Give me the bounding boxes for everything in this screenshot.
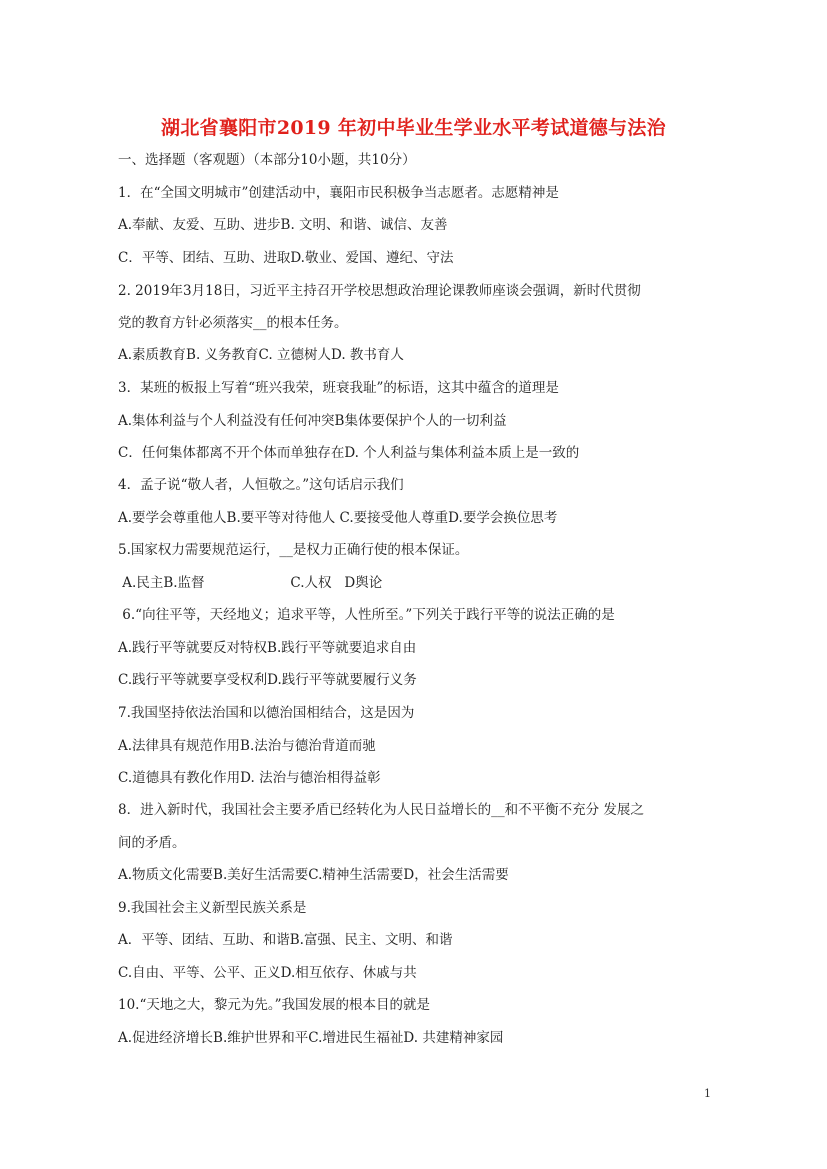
question-8-line-2: 间的矛盾。 (118, 835, 186, 851)
question-2-line-2: 党的教育方针必须落实__的根本任务。 (118, 315, 348, 331)
section-heading: 一、选择题（客观题）（本部分10小题，共10分） (118, 152, 416, 168)
question-3-options-cd: C．任何集体都离不开个体而单独存在D. 个人利益与集体利益本质上是一致的 (118, 445, 580, 461)
question-10: 10.“天地之大，黎元为先。”我国发展的根本目的就是 (118, 997, 431, 1013)
question-2-line-1: 2. 2019年3月18日，习近平主持召开学校思想政治理论课教师座谈会强调，新时代贯彻 (118, 283, 641, 299)
question-6-options-ab: A.践行平等就要反对特权B.践行平等就要追求自由 (118, 640, 417, 656)
question-7-options-cd: C.道德具有教化作用D. 法治与德治相得益彰 (118, 770, 381, 786)
question-3-options-ab: A.集体利益与个人利益没有任何冲突B集体要保护个人的一切利益 (118, 413, 507, 429)
question-6-options-cd: C.践行平等就要享受权利D.践行平等就要履行义务 (118, 672, 417, 688)
question-8-options: A.物质文化需要B.美好生活需要C.精神生活需要D，社会生活需要 (118, 867, 509, 883)
page-number: 1 (704, 1087, 711, 1100)
question-7: 7.我国坚持依法治国和以德治国相结合，这是因为 (118, 705, 415, 721)
document-title: 湖北省襄阳市2019 年初中毕业生学业水平考试道德与法治 (161, 117, 666, 139)
question-4-options: A.要学会尊重他人B.要平等对待他人 C.要接受他人尊重D.要学会换位思考 (118, 510, 558, 526)
question-9: 9.我国社会主义新型民族关系是 (118, 900, 307, 916)
question-10-options: A.促进经济增长B.维护世界和平C.增进民生福祉D. 共建精神家园 (118, 1030, 504, 1046)
question-6: 6.“向往平等，天经地义；追求平等，人性所至。”下列关于践行平等的说法正确的是 (118, 607, 615, 623)
question-5-options: A.民主B.监督 C.人权 D舆论 (118, 575, 383, 591)
question-1: 1．在“全国文明城市”创建活动中，襄阳市民积极争当志愿者。志愿精神是 (118, 185, 559, 201)
question-7-options-ab: A.法律具有规范作用B.法治与德治背道而驰 (118, 738, 376, 754)
question-1-options-ab: A.奉献、友爱、互助、进步B. 文明、和谐、诚信、友善 (118, 217, 448, 233)
question-8-line-1: 8．进入新时代，我国社会主要矛盾已经转化为人民日益增长的__和不平衡不充分 发展之 (118, 802, 644, 818)
question-2-options: A.素质教育B. 义务教育C. 立德树人D. 教书育人 (118, 347, 404, 363)
question-9-options-cd: C.自由、平等、公平、正义D.相互依存、休戚与共 (118, 965, 417, 981)
question-4: 4．孟子说“敬人者，人恒敬之。”这句话启示我们 (118, 477, 404, 493)
question-1-options-cd: C．平等、团结、互助、进取D.敬业、爱国、遵纪、守法 (118, 250, 454, 266)
question-5: 5.国家权力需要规范运行，__是权力正确行使的根本保证。 (118, 542, 469, 558)
question-9-options-ab: A．平等、团结、互助、和谐B.富强、民主、文明、和谐 (118, 932, 453, 948)
question-3: 3．某班的板报上写着“班兴我荣，班衰我耻”的标语，这其中蕴含的道理是 (118, 380, 559, 396)
